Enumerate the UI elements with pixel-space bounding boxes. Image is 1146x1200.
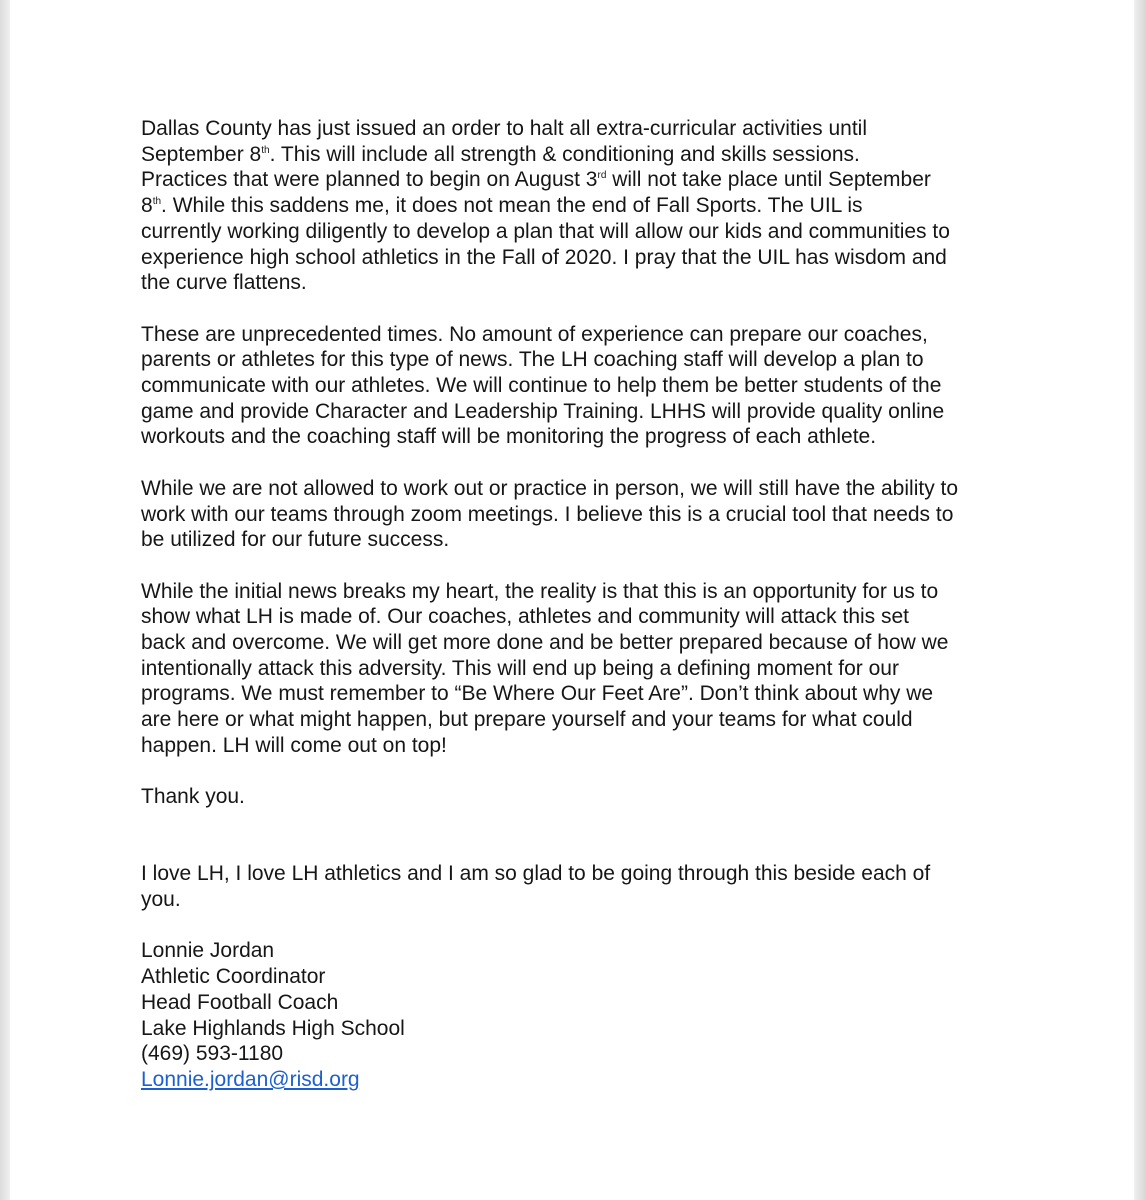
text-line: I love LH, I love LH athletics and I am so glad to be going through this beside each of: [141, 862, 931, 886]
paragraph-opportunity: [141, 579, 1021, 759]
page-left-edge: [0, 0, 10, 1200]
email-link[interactable]: Lonnie.jordan@risd.org: [141, 1067, 360, 1091]
text-line: happen. LH will come out on top!: [141, 733, 447, 757]
text-line: currently working diligently to develop a plan that will allow our kids and communities to: [141, 219, 950, 243]
text-line: programs. We must remember to “Be Where Our Feet Are”. Don’t think about why we: [141, 682, 934, 706]
letter-body: [141, 116, 1021, 1118]
paragraph-zoom-meetings: [141, 476, 1021, 553]
text-line: experience high school athletics in the Fall of 2020. I pray that the UIL has wisdom and: [141, 245, 947, 269]
signature-school: Lake Highlands High School: [141, 1016, 405, 1040]
ordinal-suffix: rd: [597, 170, 607, 182]
text-line: parents or athletes for this type of news. The LH coaching staff will develop a plan to: [141, 348, 924, 372]
paragraph-unprecedented-times: [141, 322, 1021, 451]
text-line: show what LH is made of. Our coaches, athletes and community will attack this set: [141, 605, 910, 629]
signature-phone: (469) 593-1180: [141, 1042, 284, 1066]
text-line: 8th. While this saddens me, it does not mean the end of Fall Sports. The UIL is: [141, 194, 863, 218]
signature-name: Lonnie Jordan: [141, 939, 275, 963]
text-line: workouts and the coaching staff will be monitoring the progress of each athlete.: [141, 425, 877, 449]
signature-title: Head Football Coach: [141, 990, 339, 1014]
text-line: the curve flattens.: [141, 271, 307, 295]
text-line: are here or what might happen, but prepare yourself and your teams for what could: [141, 708, 913, 732]
signature-email-line: [141, 1067, 1021, 1093]
text-line: you.: [141, 888, 181, 911]
paragraph-closing: [141, 861, 1021, 912]
ordinal-suffix: th: [261, 144, 270, 156]
text-line: back and overcome. We will get more done and be better prepared because of how we: [141, 631, 949, 655]
spacer: [141, 836, 1021, 862]
document-page: [10, 0, 1134, 1200]
text-line: September 8th. This will include all strength & conditioning and skills sessions.: [141, 142, 860, 166]
text-line: Dallas County has just issued an order to halt all extra-curricular activities until: [141, 117, 867, 140]
text-line: While the initial news breaks my heart, the reality is that this is an opportunity for us to: [141, 579, 939, 603]
paragraph-thanks: [141, 784, 1021, 810]
text-line: Practices that were planned to begin on August 3rd will not take place until September: [141, 168, 931, 192]
text-line: Thank you.: [141, 785, 245, 809]
text-line: game and provide Character and Leadership Training. LHHS will provide quality online: [141, 399, 945, 423]
page-right-edge: [1134, 0, 1146, 1200]
text-line: communicate with our athletes. We will continue to help them be better students of the: [141, 374, 942, 398]
signature-block: [141, 938, 1021, 1092]
text-line: While we are not allowed to work out or practice in person, we will still have the ability to: [141, 476, 959, 500]
signature-title: Athletic Coordinator: [141, 965, 326, 989]
text-line: be utilized for our future success.: [141, 528, 450, 552]
text-line: These are unprecedented times. No amount of experience can prepare our coaches,: [141, 322, 928, 346]
paragraph-order-announcement: [141, 116, 1021, 296]
text-line: work with our teams through zoom meetings. I believe this is a crucial tool that needs to: [141, 502, 954, 526]
text-line: intentionally attack this adversity. This will end up being a defining moment for our: [141, 656, 899, 680]
ordinal-suffix: th: [152, 196, 162, 208]
